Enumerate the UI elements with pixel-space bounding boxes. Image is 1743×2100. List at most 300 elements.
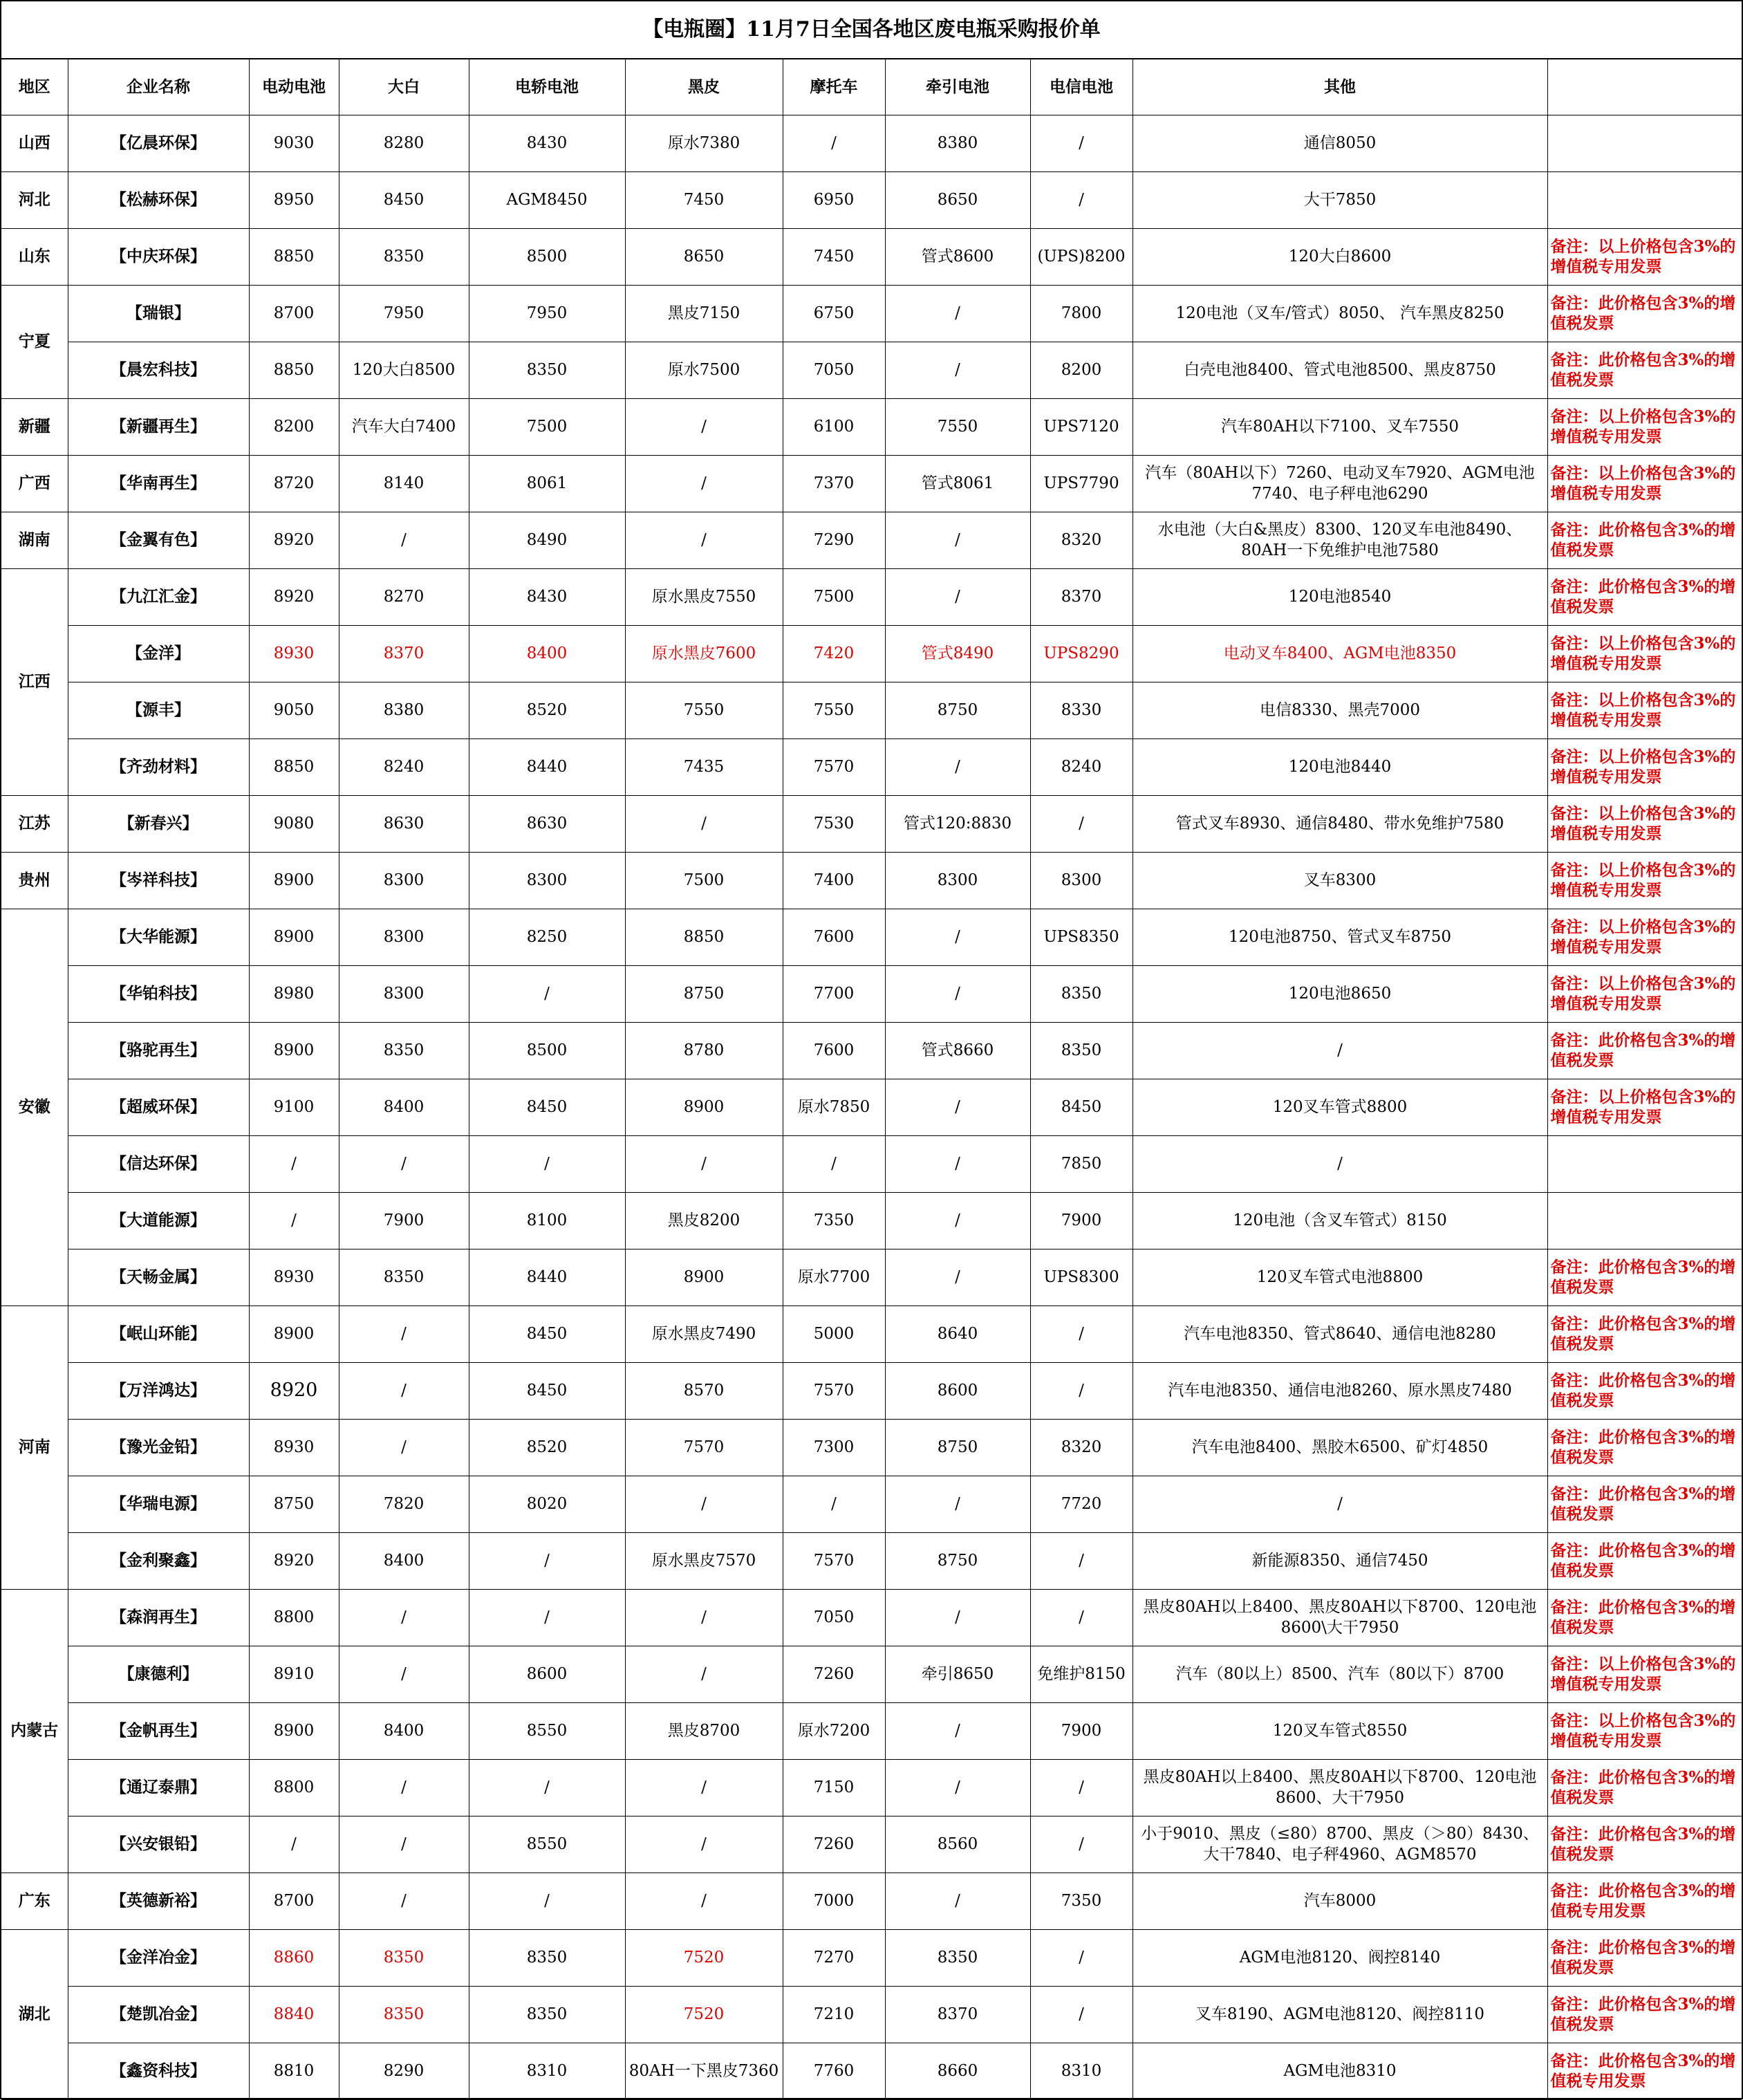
motorcycle-cell: 7150 [783, 1759, 885, 1816]
note-cell: 备注：以上价格包含3%的增值税专用发票 [1547, 455, 1742, 512]
traction-battery-cell: / [885, 285, 1030, 342]
telecom-battery-cell: UPS7120 [1030, 398, 1133, 455]
traction-battery-cell: / [885, 965, 1030, 1022]
electric-battery-cell: 8800 [249, 1589, 339, 1646]
company-cell: 【金洋冶金】 [68, 1929, 249, 1986]
heipi-cell: 7520 [625, 1929, 783, 1986]
traction-battery-cell: 8640 [885, 1305, 1030, 1362]
motorcycle-cell: 7050 [783, 1589, 885, 1646]
dabai-cell: 8240 [339, 738, 469, 795]
car-battery-cell: 8450 [469, 1305, 625, 1362]
table-row [1, 625, 1742, 682]
note-cell: 备注：以上价格包含3%的增值税专用发票 [1547, 1079, 1742, 1135]
company-cell: 【英德新裕】 [68, 1873, 249, 1929]
traction-battery-cell: / [885, 342, 1030, 398]
telecom-battery-cell: 7900 [1030, 1192, 1133, 1249]
telecom-battery-cell: UPS8350 [1030, 909, 1133, 965]
heipi-cell: 7570 [625, 1419, 783, 1476]
heipi-cell: / [625, 512, 783, 568]
company-cell: 【万洋鸿达】 [68, 1362, 249, 1419]
other-cell: AGM电池8120、阀控8140 [1133, 1929, 1547, 1986]
traction-battery-cell: / [885, 1476, 1030, 1532]
heipi-cell: / [625, 1135, 783, 1192]
table-row [1, 738, 1742, 795]
heipi-cell: 7520 [625, 1986, 783, 2043]
telecom-battery-cell: 8200 [1030, 342, 1133, 398]
dabai-cell: 8400 [339, 1532, 469, 1589]
heipi-cell: 原水黑皮7490 [625, 1305, 783, 1362]
motorcycle-cell: 7550 [783, 682, 885, 738]
motorcycle-cell: 7210 [783, 1986, 885, 2043]
note-cell: 备注：以上价格包含3%的增值税专用发票 [1547, 228, 1742, 285]
header-dabai: 大白 [339, 59, 469, 115]
motorcycle-cell: 7570 [783, 1362, 885, 1419]
table-row [1, 568, 1742, 625]
region-cell: 宁夏 [1, 285, 68, 398]
dabai-cell: 8350 [339, 1249, 469, 1305]
car-battery-cell: 8350 [469, 1929, 625, 1986]
company-cell: 【源丰】 [68, 682, 249, 738]
electric-battery-cell: 8930 [249, 1419, 339, 1476]
electric-battery-cell: 8720 [249, 455, 339, 512]
traction-battery-cell: 牵引8650 [885, 1646, 1030, 1702]
other-cell: 黑皮80AH以上8400、黑皮80AH以下8700、120电池8600、大干7950 [1133, 1759, 1547, 1816]
car-battery-cell: 8450 [469, 1362, 625, 1419]
telecom-battery-cell: / [1030, 1816, 1133, 1873]
car-battery-cell: 8350 [469, 1986, 625, 2043]
electric-battery-cell: 8920 [249, 568, 339, 625]
region-cell: 湖南 [1, 512, 68, 568]
note-cell: 备注：以上价格包含3%的增值税专用发票 [1547, 682, 1742, 738]
telecom-battery-cell: / [1030, 1305, 1133, 1362]
electric-battery-cell: 8200 [249, 398, 339, 455]
electric-battery-cell: / [249, 1135, 339, 1192]
note-cell: 备注：此价格包含3%的增值税发票 [1547, 1419, 1742, 1476]
motorcycle-cell: 7270 [783, 1929, 885, 1986]
other-cell: 黑皮80AH以上8400、黑皮80AH以下8700、120电池8600\大干7950 [1133, 1589, 1547, 1646]
electric-battery-cell: 8930 [249, 1249, 339, 1305]
company-cell: 【新春兴】 [68, 795, 249, 852]
heipi-cell: 8750 [625, 965, 783, 1022]
motorcycle-cell: 7530 [783, 795, 885, 852]
electric-battery-cell: 8840 [249, 1986, 339, 2043]
electric-battery-cell: 8700 [249, 285, 339, 342]
table-row [1, 342, 1742, 398]
company-cell: 【岑祥科技】 [68, 852, 249, 909]
price-table [1, 59, 1742, 2100]
traction-battery-cell: 8660 [885, 2043, 1030, 2099]
telecom-battery-cell: UPS8300 [1030, 1249, 1133, 1305]
traction-battery-cell: / [885, 1759, 1030, 1816]
traction-battery-cell: 管式8061 [885, 455, 1030, 512]
heipi-cell: 7550 [625, 682, 783, 738]
note-cell: 备注：以上价格包含3%的增值税专用发票 [1547, 738, 1742, 795]
telecom-battery-cell: / [1030, 795, 1133, 852]
telecom-battery-cell: 8370 [1030, 568, 1133, 625]
table-row [1, 1646, 1742, 1702]
car-battery-cell: 8550 [469, 1816, 625, 1873]
traction-battery-cell: / [885, 1249, 1030, 1305]
electric-battery-cell: 8900 [249, 1702, 339, 1759]
note-cell: 备注：此价格包含3%的增值税发票 [1547, 285, 1742, 342]
traction-battery-cell: 8750 [885, 682, 1030, 738]
company-cell: 【晨宏科技】 [68, 342, 249, 398]
electric-battery-cell: 8920 [249, 1362, 339, 1419]
traction-battery-cell: / [885, 568, 1030, 625]
company-cell: 【天畅金属】 [68, 1249, 249, 1305]
table-row [1, 1873, 1742, 1929]
other-cell: 汽车8000 [1133, 1873, 1547, 1929]
note-cell: 备注：此价格包含3%的增值税发票 [1547, 1986, 1742, 2043]
company-cell: 【通辽泰鼎】 [68, 1759, 249, 1816]
telecom-battery-cell: 8310 [1030, 2043, 1133, 2099]
heipi-cell: 黑皮7150 [625, 285, 783, 342]
other-cell: 120叉车管式8550 [1133, 1702, 1547, 1759]
table-row [1, 795, 1742, 852]
company-cell: 【超威环保】 [68, 1079, 249, 1135]
company-cell: 【金翼有色】 [68, 512, 249, 568]
heipi-cell: 原水黑皮7550 [625, 568, 783, 625]
dabai-cell: / [339, 512, 469, 568]
telecom-battery-cell: 8240 [1030, 738, 1133, 795]
traction-battery-cell: / [885, 1079, 1030, 1135]
other-cell: 120大白8600 [1133, 228, 1547, 285]
company-cell: 【九江汇金】 [68, 568, 249, 625]
table-row [1, 1362, 1742, 1419]
dabai-cell: / [339, 1646, 469, 1702]
electric-battery-cell: 8860 [249, 1929, 339, 1986]
table-row [1, 1476, 1742, 1532]
motorcycle-cell: 6100 [783, 398, 885, 455]
note-cell: 备注：此价格包含3%的增值税发票 [1547, 568, 1742, 625]
motorcycle-cell: / [783, 115, 885, 171]
dabai-cell: 8270 [339, 568, 469, 625]
table-row [1, 1816, 1742, 1873]
company-cell: 【华瑞电源】 [68, 1476, 249, 1532]
car-battery-cell: / [469, 965, 625, 1022]
dabai-cell: 7950 [339, 285, 469, 342]
note-cell: 备注：以上价格包含3%的增值税专用发票 [1547, 398, 1742, 455]
region-cell: 山东 [1, 228, 68, 285]
traction-battery-cell: 8370 [885, 1986, 1030, 2043]
motorcycle-cell: 7370 [783, 455, 885, 512]
note-cell: 备注：以上价格包含3%的增值税专用发票 [1547, 909, 1742, 965]
note-cell [1547, 1192, 1742, 1249]
car-battery-cell: 8440 [469, 1249, 625, 1305]
table-row [1, 852, 1742, 909]
dabai-cell: 7900 [339, 1192, 469, 1249]
dabai-cell: 8450 [339, 171, 469, 228]
heipi-cell: 原水7500 [625, 342, 783, 398]
table-row [1, 2043, 1742, 2099]
note-cell: 备注：以上价格包含3%的增值税专用发票 [1547, 1646, 1742, 1702]
company-cell: 【大华能源】 [68, 909, 249, 965]
table-row [1, 285, 1742, 342]
dabai-cell: / [339, 1135, 469, 1192]
electric-battery-cell: 9030 [249, 115, 339, 171]
note-cell: 备注：此价格包含3%的增值税发票 [1547, 1249, 1742, 1305]
motorcycle-cell: 7400 [783, 852, 885, 909]
heipi-cell: 80AH一下黑皮7360 [625, 2043, 783, 2099]
traction-battery-cell: 8300 [885, 852, 1030, 909]
company-cell: 【新疆再生】 [68, 398, 249, 455]
telecom-battery-cell: UPS8290 [1030, 625, 1133, 682]
telecom-battery-cell: / [1030, 1759, 1133, 1816]
traction-battery-cell: 8350 [885, 1929, 1030, 1986]
other-cell: 叉车8190、AGM电池8120、阀控8110 [1133, 1986, 1547, 2043]
motorcycle-cell: 5000 [783, 1305, 885, 1362]
other-cell: 水电池（大白&黑皮）8300、120叉车电池8490、80AH一下免维护电池7580 [1133, 512, 1547, 568]
traction-battery-cell: 8560 [885, 1816, 1030, 1873]
region-cell: 广东 [1, 1873, 68, 1929]
header-traction-battery: 牵引电池 [885, 59, 1030, 115]
note-cell: 备注：此价格包含3%的增值税发票 [1547, 1305, 1742, 1362]
dabai-cell: 汽车大白7400 [339, 398, 469, 455]
note-cell: 备注：以上价格包含3%的增值税专用发票 [1547, 965, 1742, 1022]
electric-battery-cell: 8950 [249, 171, 339, 228]
motorcycle-cell: 7260 [783, 1816, 885, 1873]
electric-battery-cell: 8900 [249, 852, 339, 909]
telecom-battery-cell: / [1030, 1986, 1133, 2043]
car-battery-cell: / [469, 1873, 625, 1929]
electric-battery-cell: / [249, 1192, 339, 1249]
heipi-cell: 8650 [625, 228, 783, 285]
dabai-cell: 8400 [339, 1079, 469, 1135]
telecom-battery-cell: 8350 [1030, 1022, 1133, 1079]
car-battery-cell: 7500 [469, 398, 625, 455]
note-cell: 备注：此价格包含3%的增值税发票 [1547, 1362, 1742, 1419]
car-battery-cell: 8430 [469, 568, 625, 625]
electric-battery-cell: / [249, 1816, 339, 1873]
company-cell: 【金利聚鑫】 [68, 1532, 249, 1589]
telecom-battery-cell: 8450 [1030, 1079, 1133, 1135]
telecom-battery-cell: (UPS)8200 [1030, 228, 1133, 285]
other-cell: 120叉车管式8800 [1133, 1079, 1547, 1135]
telecom-battery-cell: 8320 [1030, 1419, 1133, 1476]
other-cell: 电信8330、黑壳7000 [1133, 682, 1547, 738]
note-cell: 备注：此价格包含3%的增值税发票 [1547, 342, 1742, 398]
telecom-battery-cell: 8320 [1030, 512, 1133, 568]
motorcycle-cell: 6950 [783, 171, 885, 228]
table-row [1, 228, 1742, 285]
company-cell: 【信达环保】 [68, 1135, 249, 1192]
dabai-cell: 8370 [339, 625, 469, 682]
car-battery-cell: 8020 [469, 1476, 625, 1532]
note-cell: 备注：以上价格包含3%的增值税专用发票 [1547, 852, 1742, 909]
car-battery-cell: 7950 [469, 285, 625, 342]
heipi-cell: 原水黑皮7600 [625, 625, 783, 682]
region-cell: 湖北 [1, 1929, 68, 2099]
telecom-battery-cell: / [1030, 1362, 1133, 1419]
table-row [1, 1135, 1742, 1192]
note-cell: 备注：此价格包含3%的增值税专用发票 [1547, 1873, 1742, 1929]
dabai-cell: 8280 [339, 115, 469, 171]
motorcycle-cell: 7570 [783, 1532, 885, 1589]
region-cell: 内蒙古 [1, 1589, 68, 1873]
other-cell: 汽车电池8350、管式8640、通信电池8280 [1133, 1305, 1547, 1362]
motorcycle-cell: 7300 [783, 1419, 885, 1476]
traction-battery-cell: 8380 [885, 115, 1030, 171]
telecom-battery-cell: 8330 [1030, 682, 1133, 738]
dabai-cell: 8300 [339, 909, 469, 965]
traction-battery-cell: 8750 [885, 1532, 1030, 1589]
table-row [1, 455, 1742, 512]
other-cell: 120电池（叉车/管式）8050、 汽车黑皮8250 [1133, 285, 1547, 342]
heipi-cell: 8780 [625, 1022, 783, 1079]
other-cell: 汽车电池8400、黑胶木6500、矿灯4850 [1133, 1419, 1547, 1476]
motorcycle-cell: 6750 [783, 285, 885, 342]
other-cell: 汽车80AH以下7100、叉车7550 [1133, 398, 1547, 455]
motorcycle-cell: 7350 [783, 1192, 885, 1249]
heipi-cell: 8850 [625, 909, 783, 965]
table-row [1, 1589, 1742, 1646]
dabai-cell: / [339, 1362, 469, 1419]
header-row [1, 59, 1742, 115]
dabai-cell: 8350 [339, 1929, 469, 1986]
heipi-cell: / [625, 455, 783, 512]
traction-battery-cell: / [885, 512, 1030, 568]
company-cell: 【岷山环能】 [68, 1305, 249, 1362]
other-cell: / [1133, 1135, 1547, 1192]
traction-battery-cell: 7550 [885, 398, 1030, 455]
other-cell: AGM电池8310 [1133, 2043, 1547, 2099]
note-cell [1547, 1135, 1742, 1192]
dabai-cell: / [339, 1873, 469, 1929]
other-cell: 120电池8540 [1133, 568, 1547, 625]
car-battery-cell: / [469, 1759, 625, 1816]
other-cell: / [1133, 1476, 1547, 1532]
traction-battery-cell: 管式120:8830 [885, 795, 1030, 852]
note-cell [1547, 115, 1742, 171]
traction-battery-cell: / [885, 1702, 1030, 1759]
telecom-battery-cell: / [1030, 1532, 1133, 1589]
note-cell: 备注：此价格包含3%的增值税发票 [1547, 1929, 1742, 1986]
electric-battery-cell: 8850 [249, 228, 339, 285]
company-cell: 【松赫环保】 [68, 171, 249, 228]
dabai-cell: 120大白8500 [339, 342, 469, 398]
other-cell: 电动叉车8400、AGM电池8350 [1133, 625, 1547, 682]
note-cell: 备注：此价格包含3%的增值税发票 [1547, 1532, 1742, 1589]
other-cell: 叉车8300 [1133, 852, 1547, 909]
car-battery-cell: 8300 [469, 852, 625, 909]
electric-battery-cell: 8910 [249, 1646, 339, 1702]
telecom-battery-cell: 7900 [1030, 1702, 1133, 1759]
car-battery-cell: 8440 [469, 738, 625, 795]
region-cell: 安徽 [1, 909, 68, 1305]
dabai-cell: 8400 [339, 1702, 469, 1759]
note-cell: 备注：以上价格包含3%的增值税专用发票 [1547, 1702, 1742, 1759]
company-cell: 【骆驼再生】 [68, 1022, 249, 1079]
car-battery-cell: / [469, 1135, 625, 1192]
car-battery-cell: / [469, 1589, 625, 1646]
company-cell: 【豫光金铅】 [68, 1419, 249, 1476]
heipi-cell: / [625, 1646, 783, 1702]
company-cell: 【华铂科技】 [68, 965, 249, 1022]
electric-battery-cell: 8850 [249, 342, 339, 398]
motorcycle-cell: / [783, 1476, 885, 1532]
other-cell: 汽车（80AH以下）7260、电动叉车7920、AGM电池7740、电子秤电池6290 [1133, 455, 1547, 512]
other-cell: 小于9010、黑皮（≤80）8700、黑皮（＞80）8430、大干7840、电子秤4960、AGM8570 [1133, 1816, 1547, 1873]
electric-battery-cell: 8900 [249, 1305, 339, 1362]
electric-battery-cell: 8900 [249, 909, 339, 965]
telecom-battery-cell: 免维护8150 [1030, 1646, 1133, 1702]
car-battery-cell: 8400 [469, 625, 625, 682]
motorcycle-cell: 原水7700 [783, 1249, 885, 1305]
motorcycle-cell: 7570 [783, 738, 885, 795]
traction-battery-cell: / [885, 1873, 1030, 1929]
table-row [1, 398, 1742, 455]
table-row [1, 1759, 1742, 1816]
telecom-battery-cell: 7850 [1030, 1135, 1133, 1192]
note-cell: 备注：此价格包含3%的增值税发票 [1547, 512, 1742, 568]
electric-battery-cell: 8980 [249, 965, 339, 1022]
traction-battery-cell: 8650 [885, 171, 1030, 228]
dabai-cell: 8140 [339, 455, 469, 512]
other-cell: 120电池8750、管式叉车8750 [1133, 909, 1547, 965]
motorcycle-cell: 原水7850 [783, 1079, 885, 1135]
electric-battery-cell: 8920 [249, 1532, 339, 1589]
other-cell: 通信8050 [1133, 115, 1547, 171]
electric-battery-cell: 8920 [249, 512, 339, 568]
region-cell: 江苏 [1, 795, 68, 852]
car-battery-cell: 8061 [469, 455, 625, 512]
company-cell: 【楚凯冶金】 [68, 1986, 249, 2043]
car-battery-cell: 8500 [469, 1022, 625, 1079]
traction-battery-cell: 8750 [885, 1419, 1030, 1476]
traction-battery-cell: / [885, 1589, 1030, 1646]
dabai-cell: 8350 [339, 1022, 469, 1079]
telecom-battery-cell: 7720 [1030, 1476, 1133, 1532]
other-cell: 白壳电池8400、管式电池8500、黑皮8750 [1133, 342, 1547, 398]
electric-battery-cell: 9100 [249, 1079, 339, 1135]
car-battery-cell: 8250 [469, 909, 625, 965]
traction-battery-cell: / [885, 738, 1030, 795]
motorcycle-cell: 7450 [783, 228, 885, 285]
other-cell: 120叉车管式电池8800 [1133, 1249, 1547, 1305]
other-cell: 120电池（含叉车管式）8150 [1133, 1192, 1547, 1249]
dabai-cell: 8350 [339, 1986, 469, 2043]
telecom-battery-cell: / [1030, 1929, 1133, 1986]
table-row [1, 682, 1742, 738]
region-cell: 河北 [1, 171, 68, 228]
note-cell: 备注：以上价格包含3%的增值税专用发票 [1547, 625, 1742, 682]
other-cell: 管式叉车8930、通信8480、带水免维护7580 [1133, 795, 1547, 852]
heipi-cell: 7435 [625, 738, 783, 795]
traction-battery-cell: / [885, 1192, 1030, 1249]
car-battery-cell: 8520 [469, 682, 625, 738]
motorcycle-cell: 7700 [783, 965, 885, 1022]
table-row [1, 1419, 1742, 1476]
company-cell: 【齐劲材料】 [68, 738, 249, 795]
heipi-cell: 原水黑皮7570 [625, 1532, 783, 1589]
motorcycle-cell: 7500 [783, 568, 885, 625]
heipi-cell: / [625, 1759, 783, 1816]
other-cell: 新能源8350、通信7450 [1133, 1532, 1547, 1589]
note-cell: 备注：此价格包含3%的增值税专用发票 [1547, 2043, 1742, 2099]
table-row [1, 115, 1742, 171]
region-cell: 贵州 [1, 852, 68, 909]
telecom-battery-cell: UPS7790 [1030, 455, 1133, 512]
telecom-battery-cell: 7350 [1030, 1873, 1133, 1929]
header-region: 地区 [1, 59, 68, 115]
dabai-cell: 8350 [339, 228, 469, 285]
dabai-cell: 8380 [339, 682, 469, 738]
motorcycle-cell: 7050 [783, 342, 885, 398]
note-cell [1547, 171, 1742, 228]
note-cell: 备注：此价格包含3%的增值税发票 [1547, 1589, 1742, 1646]
region-cell: 河南 [1, 1305, 68, 1589]
car-battery-cell: 8450 [469, 1079, 625, 1135]
